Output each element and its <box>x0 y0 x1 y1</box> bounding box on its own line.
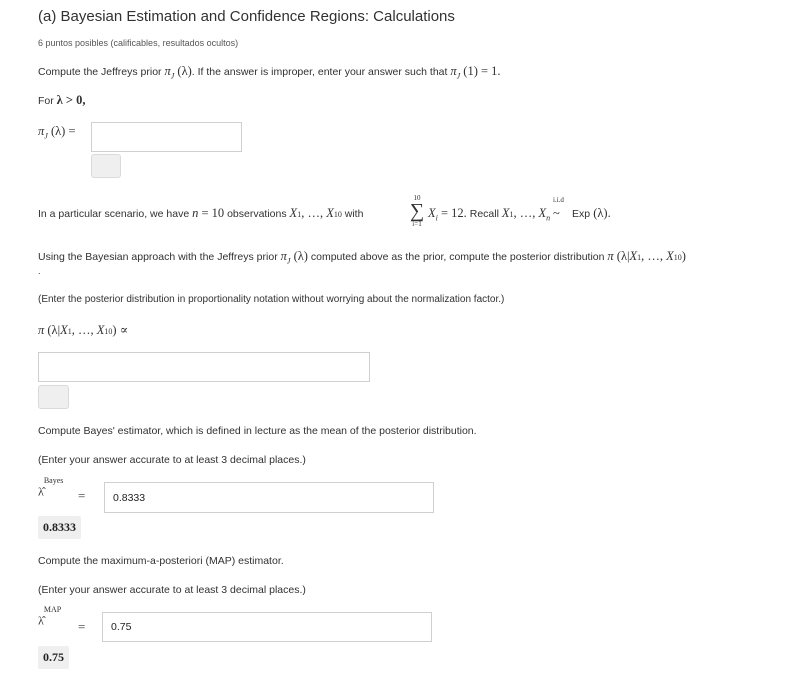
q3-prompt: Compute Bayes' estimator, which is defined in lecture as the mean of the posterior distribution. <box>38 425 477 437</box>
jeffreys-prior-math: $\pi_J$ <box>164 64 175 81</box>
q1-prompt: Compute the Jeffreys prior $\pi_J$ (λ). If the answer is improper, enter your answer such that $\pi_J$ (1) = 1. <box>38 64 501 81</box>
posterior-input[interactable] <box>38 352 370 382</box>
q4-prompt: Compute the maximum-a-posteriori (MAP) estimator. <box>38 555 284 567</box>
q1-preview-button[interactable] <box>91 154 121 178</box>
q2-scenario: In a particular scenario, we have n = 10 observations X1, …, X10 with <box>38 206 364 220</box>
problem-title: (a) Bayesian Estimation and Confidence Regions: Calculations <box>38 8 455 25</box>
q3-note: (Enter your answer accurate to at least 3 decimal places.) <box>38 454 306 466</box>
q2-recall: $X_i = 12$. Recall X1, …, $X_n$ i.i.d ~ Exp (λ). <box>428 196 611 223</box>
q2-note: (Enter the posterior distribution in proportionality notation without worrying about the normalization factor.) <box>38 294 505 305</box>
q1-domain: For λ > 0, <box>38 93 86 107</box>
map-estimator-label: λ̂$^{MAP}$ <box>38 605 62 628</box>
map-preview: 0.75 <box>38 646 69 669</box>
sum-symbol: 10 ∑ i=1 <box>409 194 425 228</box>
bayes-preview: 0.8333 <box>38 516 81 539</box>
bayes-estimator-input[interactable] <box>104 482 434 513</box>
points-info: 6 puntos posibles (calificables, resultados ocultos) <box>38 38 239 48</box>
q2-lhs: π (λ|X1, …, X10) ∝ <box>38 323 129 337</box>
q2-approach: Using the Bayesian approach with the Jeffreys prior $\pi_J$ (λ) computed above as the prior, compute the posterior distribution π (λ|X1, …, X10) <box>38 249 686 266</box>
jeffreys-prior-input[interactable] <box>91 122 242 152</box>
q2-preview-button[interactable] <box>38 385 69 409</box>
map-estimator-input[interactable] <box>102 612 432 642</box>
q1-lhs: $\pi_J$ (λ) = <box>38 124 76 141</box>
q4-note: (Enter your answer accurate to at least 3 decimal places.) <box>38 584 306 596</box>
bayes-estimator-label: λ̂$^{Bayes}$ <box>38 476 64 499</box>
